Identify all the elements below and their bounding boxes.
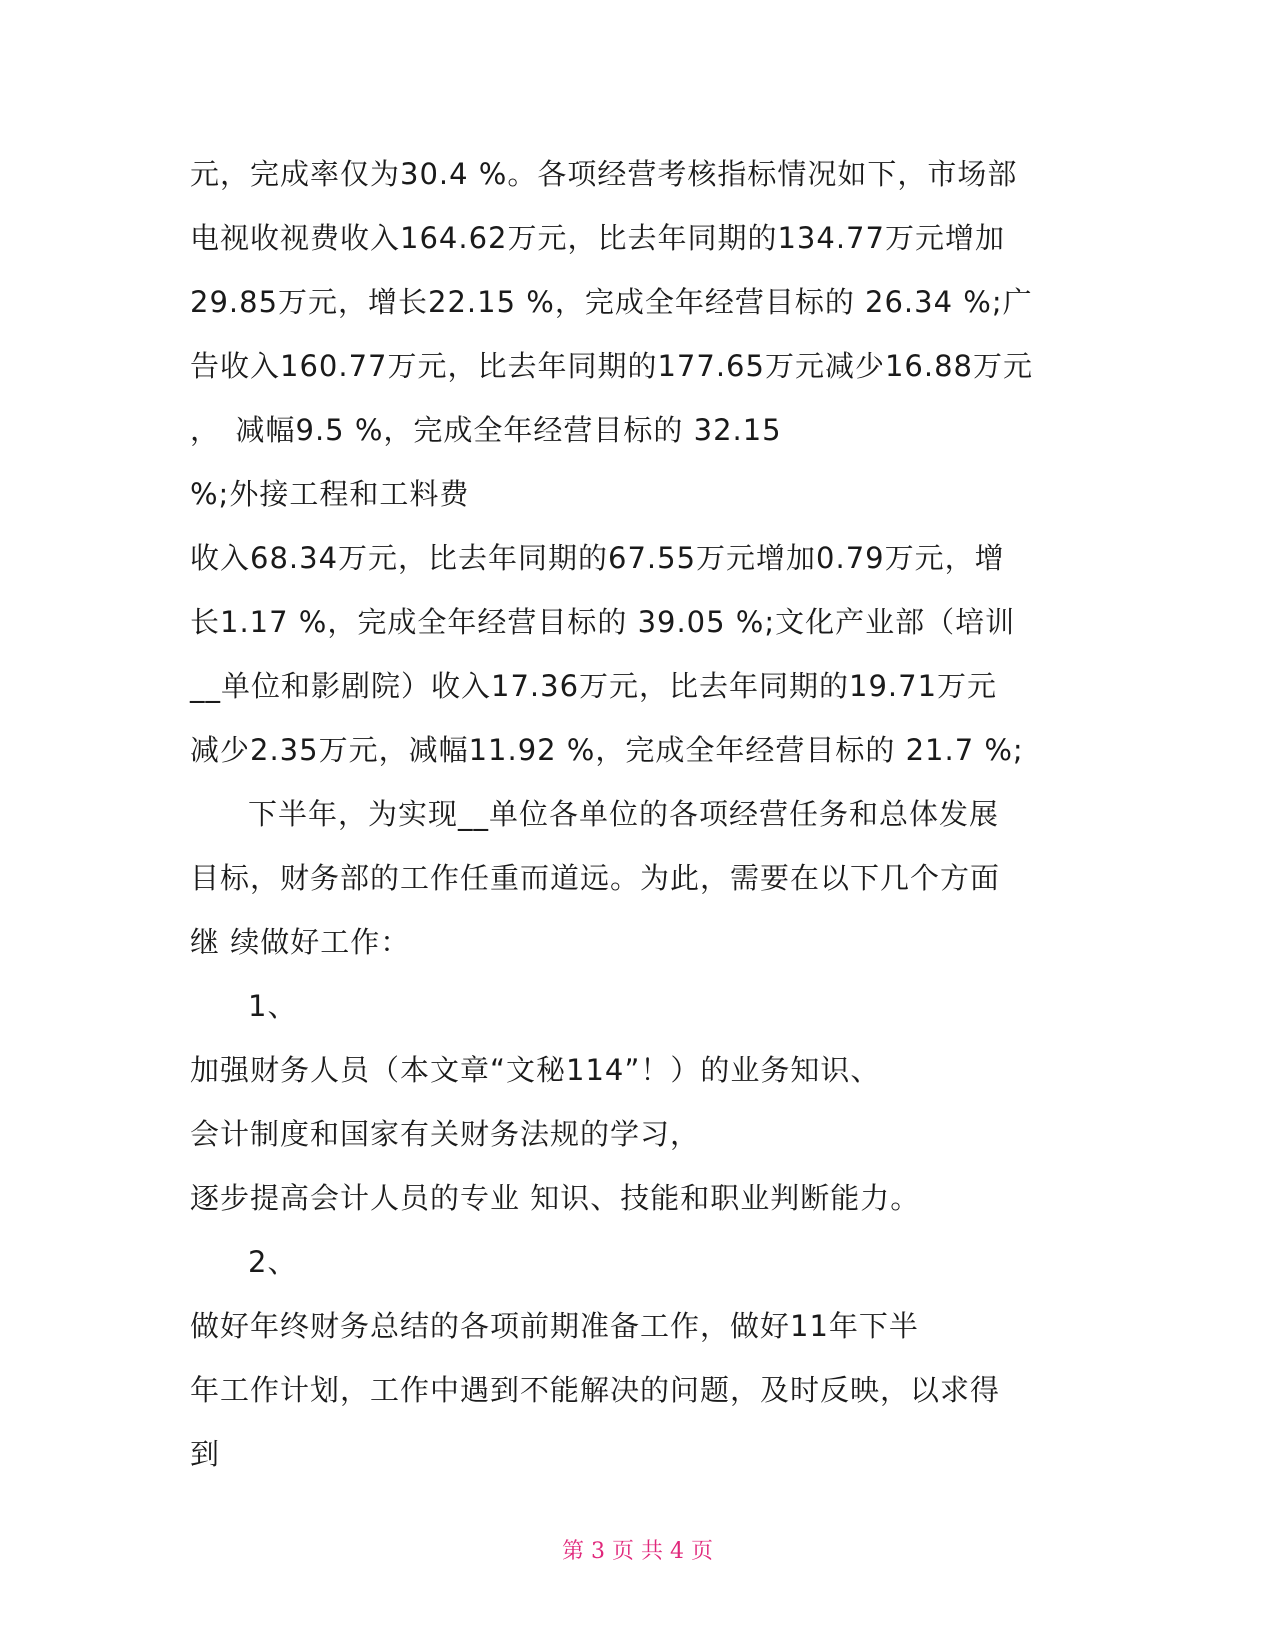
text-line: 到 <box>190 1437 221 1471</box>
text-line: 目标，财务部的工作任重而道远。为此，需要在以下几个方面 <box>190 861 1001 895</box>
text-line: 长1.17 %，完成全年经营目标的 39.05 %;文化产业部（培训 <box>190 605 1016 639</box>
text-line: 继 续做好工作： <box>190 925 411 959</box>
paragraph-start-line: 下半年，为实现__单位各单位的各项经营任务和总体发展 <box>248 797 1000 831</box>
document-body <box>190 142 1090 1486</box>
list-number: 1、 <box>248 989 298 1023</box>
text-line: 29.85万元，增长22.15 %，完成全年经营目标的 26.34 %;广 <box>190 285 1033 319</box>
text-line: %;外接工程和工料费 <box>190 477 470 511</box>
text-line: 做好年终财务总结的各项前期准备工作，做好11年下半 <box>190 1309 919 1343</box>
text-line: 电视收视费收入164.62万元，比去年同期的134.77万元增加 <box>190 221 1005 255</box>
text-line: 减少2.35万元，减幅11.92 %，完成全年经营目标的 21.7 %; <box>190 733 1024 767</box>
text-line: 逐步提高会计人员的专业 知识、技能和职业判断能力。 <box>190 1181 921 1215</box>
text-line: 年工作计划，工作中遇到不能解决的问题，及时反映，以求得 <box>190 1373 1001 1407</box>
text-line: 告收入160.77万元，比去年同期的177.65万元减少16.88万元 <box>190 349 1033 383</box>
list-number: 2、 <box>248 1245 298 1279</box>
text-line: 元，完成率仅为30.4 %。各项经营考核指标情况如下，市场部 <box>190 157 1018 191</box>
text-line: 收入68.34万元，比去年同期的67.55万元增加0.79万元，增 <box>190 541 1005 575</box>
text-line: ， 减幅9.5 %，完成全年经营目标的 32.15 <box>190 413 782 447</box>
text-line: 加强财务人员（本文章“文秘114”！）的业务知识、 <box>190 1053 881 1087</box>
text-line: 会计制度和国家有关财务法规的学习， <box>190 1117 701 1151</box>
text-line: __单位和影剧院）收入17.36万元，比去年同期的19.71万元 <box>190 669 998 703</box>
page-footer: 第 3 页 共 4 页 <box>562 1539 713 1564</box>
